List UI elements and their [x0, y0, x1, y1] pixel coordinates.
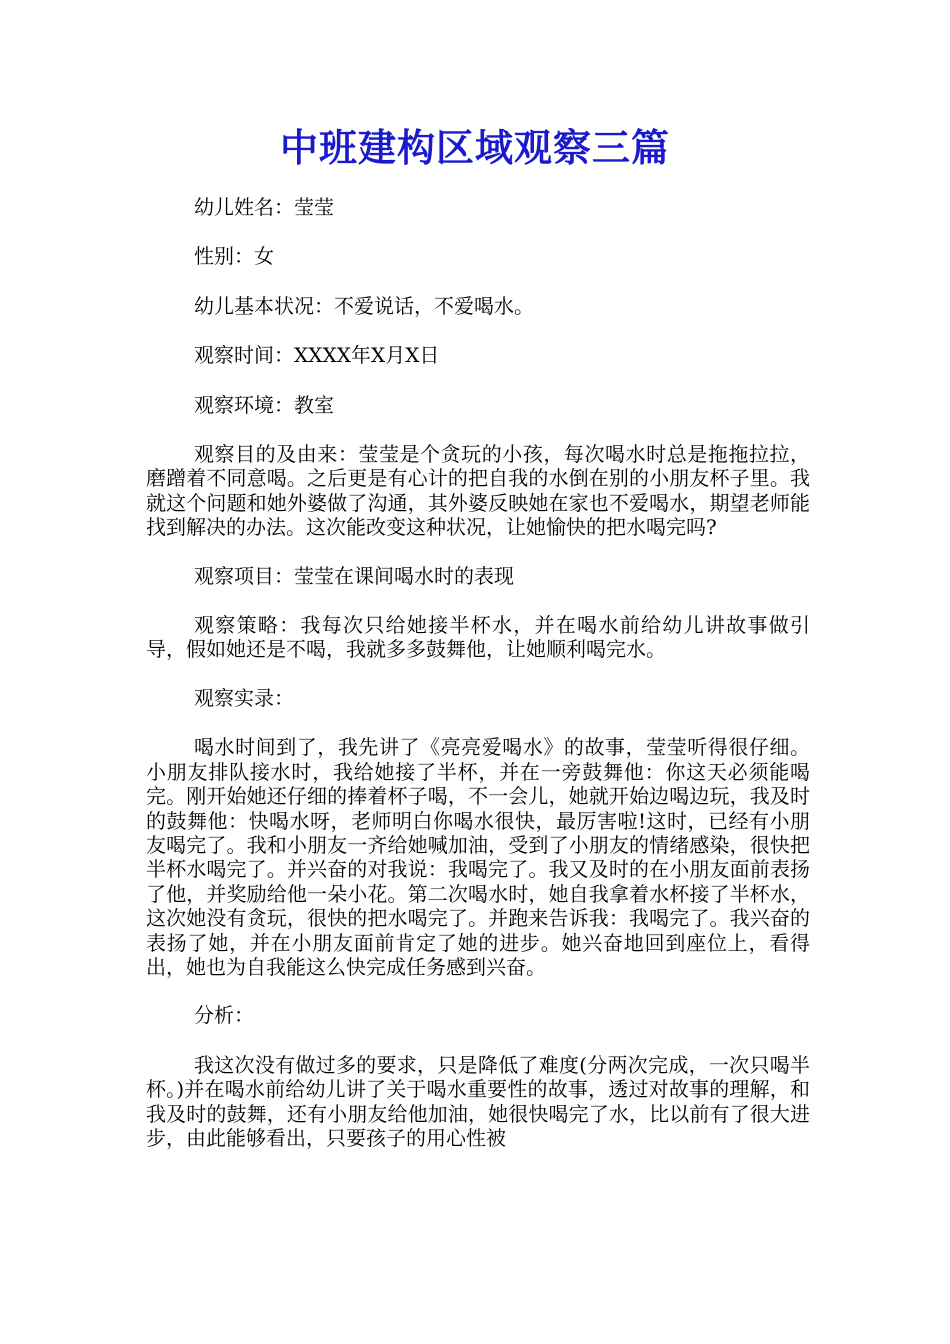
child-name-line: 幼儿姓名：莹莹 — [194, 195, 334, 219]
analysis-paragraph: 我这次没有做过多的要求，只是降低了难度(分两次完成，一次只喝半杯。)并在喝水前给幼儿讲了关于喝水重要性的故事，透过对故事的理解，和我及时的鼓舞，还有小朋友给他加油，她很快喝完了水，比以前有了很大进步，由此能够看出，只要孩子的用心性被 — [146, 1052, 810, 1150]
observation-time-line: 观察时间：XXXX年X月X日 — [194, 343, 440, 368]
observation-purpose-paragraph: 观察目的及由来：莹莹是个贪玩的小孩，每次喝水时总是拖拖拉拉，磨蹭着不同意喝。之后更是有心计的把自我的水倒在别的小朋友杯子里。我就这个问题和她外婆做了沟通，其外婆反映她在家也不爱喝水，期望老师能找到解决的办法。这次能改变这种状况，让她愉快的把水喝完吗? — [146, 442, 810, 540]
observation-environment-line: 观察环境：教室 — [194, 392, 334, 417]
observation-item-line: 观察项目：莹莹在课间喝水时的表现 — [194, 563, 514, 588]
basic-condition-line: 幼儿基本状况：不爱说话，不爱喝水。 — [194, 293, 534, 318]
analysis-heading: 分析： — [194, 1003, 254, 1028]
gender-line: 性别：女 — [194, 244, 274, 269]
document-title: 中班建构区域观察三篇 — [279, 126, 670, 170]
observation-strategy-paragraph: 观察策略：我每次只给她接半杯水，并在喝水前给幼儿讲故事做引导，假如她还是不喝，我就多多鼓舞他，让她顺利喝完水。 — [146, 613, 810, 662]
observation-record-heading: 观察实录： — [194, 685, 294, 710]
document-body — [146, 195, 810, 1174]
observation-record-paragraph: 喝水时间到了，我先讲了《亮亮爱喝水》的故事，莹莹听得很仔细。小朋友排队接水时，我给她接了半杯，并在一旁鼓舞他：你这天必须能喝完。刚开始她还仔细的捧着杯子喝，不一会儿，她就开始边喝边玩，我及时的鼓舞他：快喝水呀，老师明白你喝水很快，最厉害啦!这时，已经有小朋友喝完了。我和小朋友一齐给她喊加油，受到了小朋友的情绪感染，很快把半杯水喝完了。并兴奋的对我说：我喝完了。我又及时的在小朋友面前表扬了他，并奖励给他一朵小花。第二次喝水时，她自我拿着水杯接了半杯水，这次她没有贪玩，很快的把水喝完了。并跑来告诉我：我喝完了。我兴奋的表扬了她，并在小朋友面前肯定了她的进步。她兴奋地回到座位上，看得出，她也为自我能这么快完成任务感到兴奋。 — [146, 735, 810, 979]
